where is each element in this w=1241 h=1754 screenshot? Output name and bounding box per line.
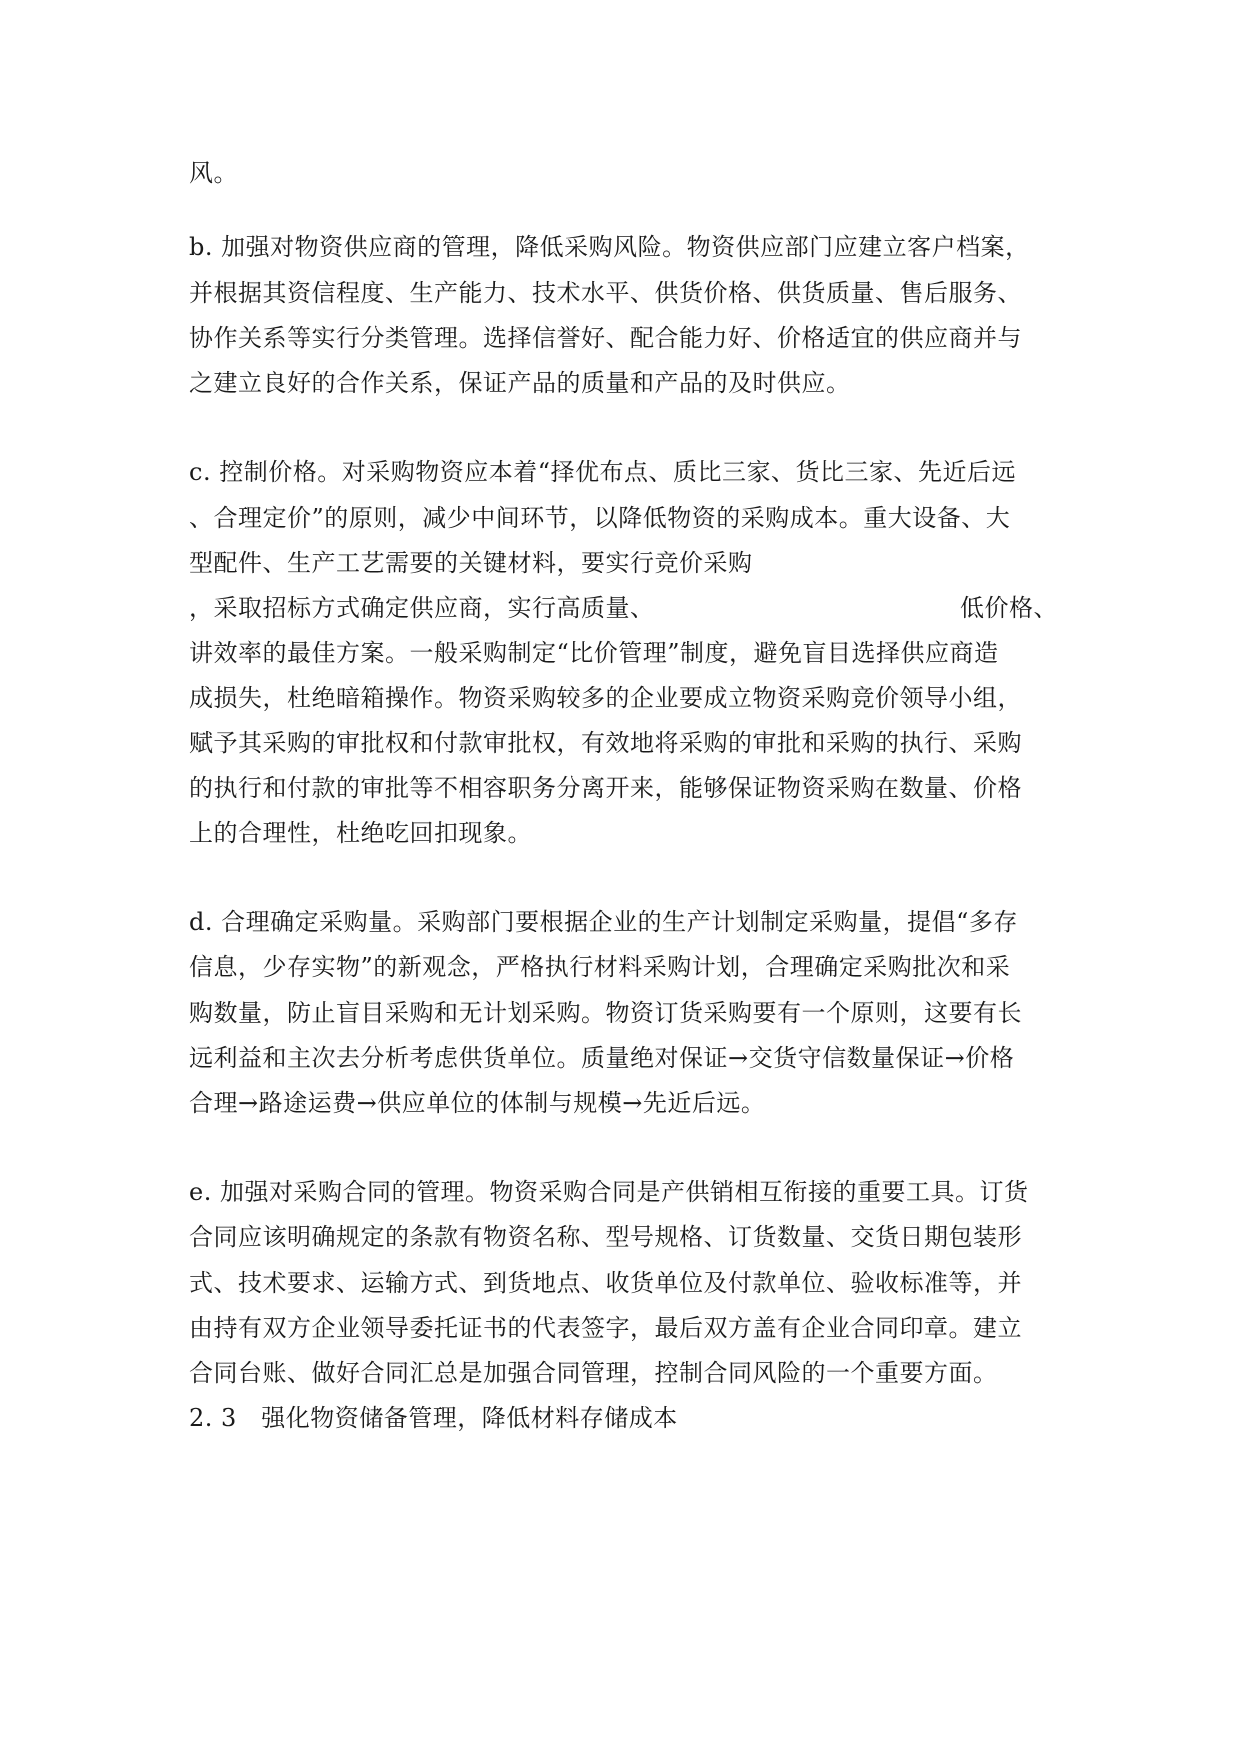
text-line: 协作关系等实行分类管理。选择信誉好、配合能力好、价格适宜的供应商并与 xyxy=(189,324,1022,352)
section-heading: 2. 3 强化物资储备管理，降低材料存储成本 xyxy=(189,1404,678,1432)
text-line: 并根据其资信程度、生产能力、技术水平、供货价格、供货质量、售后服务、 xyxy=(189,279,1022,307)
text-line: 式、技术要求、运输方式、到货地点、收货单位及付款单位、验收标准等，并 xyxy=(189,1269,1022,1297)
text-line: e. 加强对采购合同的管理。物资采购合同是产供销相互衔接的重要工具。订货 xyxy=(189,1178,1029,1206)
text-line: 风。 xyxy=(189,159,238,187)
text-line: 合同应该明确规定的条款有物资名称、型号规格、订货数量、交货日期包装形 xyxy=(189,1223,1022,1251)
text-line: 远利益和主次去分析考虑供货单位。质量绝对保证→交货守信数量保证→价格 xyxy=(189,1044,1015,1072)
text-line: 赋予其采购的审批权和付款审批权，有效地将采购的审批和采购的执行、采购 xyxy=(189,729,1022,757)
text-line: 、合理定价”的原则，减少中间环节，以降低物资的采购成本。重大设备、大 xyxy=(189,504,1011,532)
text-line-tail: 低价格、 xyxy=(960,594,1058,622)
text-line: 购数量，防止盲目采购和无计划采购。物资订货采购要有一个原则，这要有长 xyxy=(189,999,1022,1027)
text-line: 信息，少存实物”的新观念，严格执行材料采购计划，合理确定采购批次和采 xyxy=(189,953,1011,981)
text-line: 合理→路途运费→供应单位的体制与规模→先近后远。 xyxy=(189,1089,766,1117)
text-line: 之建立良好的合作关系，保证产品的质量和产品的及时供应。 xyxy=(189,369,851,397)
text-line: 型配件、生产工艺需要的关键材料，要实行竞价采购 xyxy=(189,549,753,577)
text-line: 讲效率的最佳方案。一般采购制定“比价管理”制度，避免盲目选择供应商造 xyxy=(189,639,999,667)
text-line: 上的合理性，杜绝吃回扣现象。 xyxy=(189,819,532,847)
text-line: 的执行和付款的审批等不相容职务分离开来，能够保证物资采购在数量、价格 xyxy=(189,774,1022,802)
text-line: b. 加强对物资供应商的管理，降低采购风险。物资供应部门应建立客户档案， xyxy=(189,233,1030,261)
text-line: c. 控制价格。对采购物资应本着“择优布点、质比三家、货比三家、先近后远 xyxy=(189,458,1016,486)
text-line: ，采取招标方式确定供应商，实行高质量、 xyxy=(189,594,655,622)
text-line: d. 合理确定采购量。采购部门要根据企业的生产计划制定采购量，提倡“多存 xyxy=(189,908,1018,936)
text-line: 成损失，杜绝暗箱操作。物资采购较多的企业要成立物资采购竞价领导小组， xyxy=(189,684,1022,712)
text-line: 由持有双方企业领导委托证书的代表签字，最后双方盖有企业合同印章。建立 xyxy=(189,1314,1022,1342)
text-line: 合同台账、做好合同汇总是加强合同管理，控制合同风险的一个重要方面。 xyxy=(189,1359,998,1387)
